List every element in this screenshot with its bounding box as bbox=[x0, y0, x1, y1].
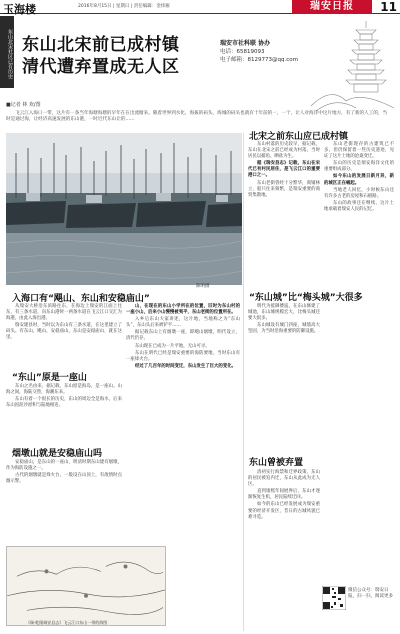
page-number: 11 bbox=[380, 0, 397, 14]
paragraph: 安稳庙山，是东山的一座山，明清时期东山建有烟墩，作为海防设施之一。 bbox=[6, 460, 122, 472]
paragraph: 东山现在已成为一片平地，无山可寻。 bbox=[135, 343, 210, 349]
paragraph: 东山老街曾经十分繁华，商铺林立，船只往来频繁，是瑞安重要的商贸集散地。 bbox=[248, 180, 320, 198]
column-3 bbox=[248, 142, 320, 200]
qr-label: 微信公众号：瑞安日报，扫一扫，阅读更多 bbox=[348, 588, 393, 599]
paragraph: 经过了几百年的时间变迁，东山发生了巨大的变化。 bbox=[135, 363, 236, 369]
paragraph: 入乡后东山大家讲述，这片地，当地称之为“东山头”，东山头后来被铲平…… bbox=[126, 317, 240, 329]
headline-line-2: 清代遭弃置成无人区 bbox=[22, 57, 180, 77]
paragraph: 山，在现在的东山小学所在的位置，旧时为东山村的一座小山，后来小山慢慢被夷平，东山老街的位置所在。 bbox=[126, 304, 240, 316]
credits: ■记者 林 欢/图 bbox=[6, 102, 41, 108]
subhead-dongshan-city: “东山城”比“梅头城”大很多 bbox=[249, 293, 363, 303]
subhead-dongshan-mountain: “东山”原是一座山 bbox=[12, 373, 87, 383]
paragraph: 如今东山的发展日新月异，新的城区正在崛起。 bbox=[324, 174, 394, 186]
photo-caption: 陈明摄 bbox=[196, 284, 210, 289]
sponsor-phone: 电话：65819093 bbox=[220, 49, 265, 55]
masthead-logo: 瑞安日报 bbox=[292, 0, 372, 14]
paragraph: 据《瑞安县志》记载，东山在宋代已有村民居住，是飞云江口的重要港口之一。 bbox=[248, 161, 320, 179]
historical-map-illustration bbox=[6, 546, 166, 626]
headline-line-1: 东山北宋前已成村镇 bbox=[22, 35, 180, 55]
column-1c bbox=[6, 460, 122, 486]
paragraph: 清初实行海禁和迁界政策，东山的居民被迫内迁，东山从此成为无人区。 bbox=[248, 470, 320, 488]
paragraph: 瑞安建县时，当时以为东山有三条水道，在这里建立了码头。有东山、飓山、安稳庙山，东山是安稳庙山，就在这里。 bbox=[6, 323, 122, 341]
paragraph: 直到康熙年间展界后，东山才逐渐恢复生机，居民陆续迁回。 bbox=[248, 489, 320, 501]
paragraph: 东山的故事还在继续，这片土地承载着瑞安人民的记忆。 bbox=[324, 200, 394, 212]
side-label: 东山北宋社区已有历史 bbox=[0, 16, 14, 88]
pagoda-illustration bbox=[306, 16, 396, 116]
subhead-inlet: 入海口有“飓山、东山和安稳庙山” bbox=[12, 294, 150, 304]
paragraph: 东山在明代已经是瑞安重要的海防要地，当时东山有一座烽火台。 bbox=[126, 350, 240, 362]
paragraph: 东山有着一个很长的历史，东山的周边全是海水，后来东山因泥沙淤积与陆地相连。 bbox=[6, 397, 122, 409]
lead-paragraph: 飞云江入海口一带，这片有一条当年海塘海塘的早年在在出流塘来。随着世界到水化，海拔的码头，海城的码头也就有十年前的一，一个，让人对海洋中这片地方，有了新的人工的，当时是通过海，让经济高速发展的东山港，一时近代东山让的…… bbox=[6, 111, 388, 123]
column-divider bbox=[243, 133, 244, 631]
sponsor-box bbox=[220, 40, 300, 64]
sponsor-email: 电子邮箱：8129773@qq.com bbox=[220, 57, 298, 63]
paragraph: 如今的东山已经发展成为瑞安重要的经济开发区，昔日的古城风貌已难寻觅。 bbox=[248, 502, 320, 520]
qr-code-icon[interactable] bbox=[322, 586, 346, 610]
illustration-caption: 《瑞·乾隆瑞安县志》飞云江口东山一带的海图 bbox=[26, 620, 108, 625]
subhead-yandun: 烟墩山就是安稳庙山吗 bbox=[12, 449, 103, 459]
paragraph: 从瑞安大桥沿东滨路往东，在海边上瑞安的江面上往东，有三条水道，向东山港时一两条水道在飞云江口交汇为海港，由此入海出港。 bbox=[6, 304, 122, 322]
column-3c bbox=[248, 470, 320, 522]
sponsor-name: 瑞安市社科联 协办 bbox=[220, 40, 271, 47]
paragraph: 东山村落的历史较早，据记载，东山在北宋之前已经成为村落，当时居民以捕鱼、晒盐为生。 bbox=[248, 142, 320, 160]
paragraph: 当地老人回忆，小时候东山还有许多古老的房屋和石板路。 bbox=[324, 187, 394, 199]
paragraph: 东山城设有城门四座，城墙高大坚固，为当时沿海重要的防御设施。 bbox=[248, 323, 320, 335]
subhead-abandoned: 东山曾被弃置 bbox=[249, 458, 304, 468]
top-bar bbox=[0, 0, 400, 14]
harbor-photo bbox=[6, 133, 242, 285]
column-1b bbox=[6, 384, 122, 410]
subhead-song-village: 北宋之前东山应已成村镇 bbox=[249, 132, 349, 142]
column-3b bbox=[248, 304, 320, 336]
paragraph: 明代为抵御倭寇，在东山修建了城池，东山城规模宏大，比梅头城还要大很多。 bbox=[248, 304, 320, 322]
paragraph: 东山老街现存的古建筑已不多，但仍保留着一些历史遗迹，见证了这片土地的沧桑变迁。 bbox=[324, 142, 394, 160]
headline bbox=[22, 34, 180, 78]
paragraph: 古代的烟墩就是烽火台，一般设在山顶上，有敌情时点烟示警。 bbox=[6, 473, 122, 485]
column-1 bbox=[6, 304, 122, 343]
column-4 bbox=[324, 142, 394, 214]
paragraph: 东山之名由来，据记载，东山原是海岛，是一座山。山海之间，海陆交替，海潮东来。 bbox=[6, 384, 122, 396]
section-title: 玉海楼 bbox=[3, 3, 36, 16]
paragraph: 据记载东山上有烟墩一座，即飓山烟墩，明代设立，清代仍存。 bbox=[126, 330, 240, 342]
column-2 bbox=[126, 304, 240, 371]
dateline: 2016年8月15日 | 星期日 | 责任编辑：金炜雁 bbox=[78, 4, 170, 9]
paragraph: 东山的历史是瑞安海洋文化的重要组成部分。 bbox=[324, 161, 394, 173]
